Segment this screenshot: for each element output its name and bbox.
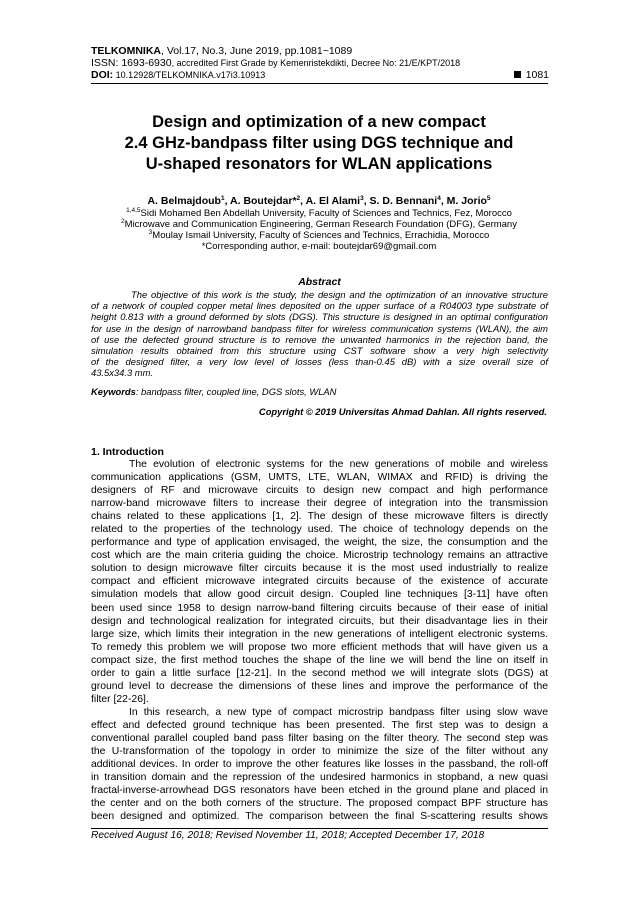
author: , M. Jorio xyxy=(440,195,487,207)
section-body xyxy=(91,458,548,823)
doi-value: 10.12928/TELKOMNIKA.v17i3.10913 xyxy=(113,70,266,80)
affiliation xyxy=(60,208,578,219)
body-line: related to the properties of the technology used. The choice of technology depends on the xyxy=(91,524,548,536)
body-line: chains related to these applications [1, 2]. The design of these microwave filters is directly xyxy=(91,511,548,523)
received-dates: Received August 16, 2018; Revised November 11, 2018; Accepted December 17, 2018 xyxy=(91,830,485,841)
affiliation-mark: 3 xyxy=(148,229,153,236)
title-line: Design and optimization of a new compact xyxy=(152,113,486,131)
corresponding-author: *Corresponding author, e-mail: boutejdar69@gmail.com xyxy=(201,241,437,252)
body-line: design and technological realization for integrated circuits, but their disadvantage lies in their xyxy=(91,615,548,627)
body-line: The evolution of electronic systems for the new generations of mobile and wireless xyxy=(129,459,548,470)
affiliation-text: Microwave and Communication Engineering, German Research Foundation (DFG), Germany xyxy=(124,219,517,230)
affiliation-text: Sidi Mohamed Ben Abdellah University, Faculty of Sciences and Technics, Fez, Morocco xyxy=(140,208,512,219)
journal-name: TELKOMNIKA xyxy=(91,45,161,57)
page-number-block xyxy=(514,69,549,81)
body-line: ground level to decrease the dimensions of these lines and improve the performance of the xyxy=(91,680,548,692)
body-line: To remedy this problem we will propose two more efficient methods that will have given us a xyxy=(91,641,548,653)
author: A. Belmajdoub xyxy=(147,195,221,207)
author: , A. El Alami xyxy=(300,195,361,207)
body-line: compact size, the first method touches the shape of the line we will bend the line on itself in xyxy=(91,654,548,666)
body-line: conventional parallel coupled band pass filter basing on the filter theory. The second step was xyxy=(91,732,548,744)
affiliation-text: Moulay Ismail University, Faculty of Sciences and Technics, Errachidia, Morocco xyxy=(152,230,490,241)
body-line: large size, which limits their integration in the new generations of intelligent electronic systems. xyxy=(91,628,548,640)
affiliation xyxy=(60,230,578,241)
abstract-line: for use in the design of narrowband bandpass filter for wireless communication systems (WLAN), the aim xyxy=(91,322,548,334)
author: , A. Boutejdar* xyxy=(224,195,297,207)
volume-info: , Vol.17, No.3, June 2019, pp.1081~1089 xyxy=(161,45,353,57)
body-line: In this research, a new type of compact microstrip bandpass filter using slow wave xyxy=(129,706,548,718)
abstract-line: 43.5x34.3 mm. xyxy=(91,367,154,379)
body-line: performance and type of application envisaged, the weight, the size, the consumption and the xyxy=(91,537,548,549)
abstract-heading: Abstract xyxy=(298,276,341,288)
journal-header-line xyxy=(91,45,549,57)
doi-label: DOI: xyxy=(91,69,114,81)
author-affiliation-mark: 3 xyxy=(360,195,364,202)
keywords-text: : bandpass filter, coupled line, DGS slots, WLAN xyxy=(135,386,337,397)
body-line: designers of RF and microwave circuits to design new compact and high performance xyxy=(91,485,548,497)
issn: ISSN: 1693-6930 xyxy=(91,57,172,69)
page-number: 1081 xyxy=(525,69,549,81)
keywords xyxy=(91,386,336,397)
copyright-notice: Copyright © 2019 Universitas Ahmad Dahlan. All rights reserved. xyxy=(258,406,547,417)
abstract-line: of the designed filter, a very low level of losses (less than-0.45 dB) with a size overall size of xyxy=(91,356,548,368)
author-affiliation-mark: 1 xyxy=(220,195,225,202)
square-bullet-icon xyxy=(514,71,521,78)
body-line: simulation models that allow good circuit design. Coupled line techniques [3-11] have often xyxy=(91,589,548,601)
body-line: fractal-inverse-arrowhead DGS resonators have been etched in the ground plane and placed in xyxy=(91,785,548,797)
body-line: effect and defected ground technique has been presented. The first step was to design a xyxy=(91,719,548,731)
affiliation-mark: 1,4,5 xyxy=(126,207,141,214)
body-line: communication applications (GSM, UMTS, LTE, WLAN, WIMAX and RFID) is driving the xyxy=(91,472,548,484)
doi-line xyxy=(91,69,549,81)
abstract-line: simulation results obtained from this structure using CST software show a very high selectivity xyxy=(91,345,548,357)
body-line: been used since 1958 to design narrow-band filtering circuits because of their ease of initial xyxy=(91,602,548,614)
abstract-line: The objective of this work is the study, the design and the optimization of an innovative structure xyxy=(131,289,548,300)
author-affiliation-mark: 4 xyxy=(437,195,441,202)
author-list xyxy=(60,195,578,207)
abstract-body xyxy=(91,289,548,379)
affiliation-mark: 2 xyxy=(121,218,125,225)
body-line: order to gain a little surface [12-21]. In the second method we will integrate slots (DGS) at xyxy=(91,667,548,679)
body-line: the U-transformation of the topology in order to minimize the size of the filter without any xyxy=(91,746,548,758)
title-line: 2.4 GHz-bandpass filter using DGS technique and xyxy=(124,134,514,152)
abstract-line: height 0.813 with a ground deformed by slots (DGS). This structure is designed in an optimal configuration xyxy=(91,311,548,323)
body-line: filter [22-26]. xyxy=(91,693,149,705)
affiliation xyxy=(60,219,578,230)
header-rule xyxy=(91,83,548,84)
author-affiliation-mark: 2 xyxy=(296,195,301,202)
body-line: the center and on the both corners of the structure. The proposed compact BPF structure has xyxy=(91,798,548,810)
title-line: U-shaped resonators for WLAN applications xyxy=(145,155,493,173)
abstract-line: of use the defected ground structure is to remove the unwanted harmonics in the rejection band, the xyxy=(91,333,548,345)
body-line: compact and efficient microwave integrated circuits because of the existence of accurate xyxy=(91,576,548,588)
body-line: solution to design microwave filter circuits because it is the most used industrially to realize xyxy=(91,563,548,575)
abstract-line: of a network of coupled copper metal lines deposited on the upper surface of a R04003 type substrate of xyxy=(91,300,548,312)
author-affiliation-mark: 5 xyxy=(486,195,491,202)
footer-rule xyxy=(91,828,548,829)
body-line: narrow-band microwave filters to increase their degree of integration into the transmission xyxy=(91,498,548,510)
author: , S. D. Bennani xyxy=(363,195,438,207)
issn-line xyxy=(91,57,549,69)
body-line: additional devices. In order to improve the other features like losses in the passband, the roll-off xyxy=(91,759,548,771)
keywords-label: Keywords xyxy=(91,386,136,397)
section-heading: 1. Introduction xyxy=(91,446,164,458)
body-line: been designed and optimized. The comparison between the final S-scattering results shows xyxy=(91,811,548,823)
body-line: cost which are the main criteria guiding the choice. Microstrip technology remains an attractive xyxy=(91,550,548,562)
accreditation: , accredited First Grade by Kemenristekdikti, Decree No: 21/E/KPT/2018 xyxy=(171,58,461,68)
paper-title xyxy=(60,112,578,175)
body-line: in transition domain and the repression of the undesired harmonics in stopband, a new quasi xyxy=(91,772,548,784)
